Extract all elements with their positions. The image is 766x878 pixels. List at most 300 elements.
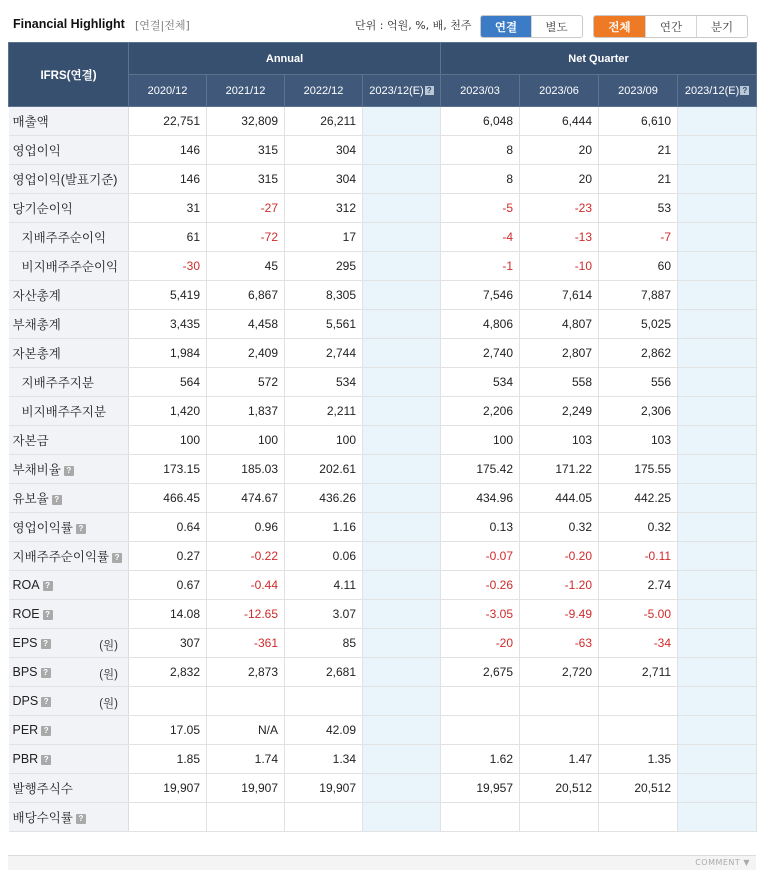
value-cell: 2,675 bbox=[441, 658, 520, 687]
value-cell bbox=[678, 455, 757, 484]
help-icon[interactable]: ? bbox=[41, 755, 51, 765]
row-label-cell bbox=[9, 107, 129, 136]
value-cell: 2,206 bbox=[441, 397, 520, 426]
row-label-cell bbox=[9, 484, 129, 513]
value-cell bbox=[520, 687, 599, 716]
row-label: 지배주주순이익 bbox=[21, 231, 107, 245]
row-label-cell bbox=[9, 223, 129, 252]
value-cell: -63 bbox=[520, 629, 599, 658]
row-label: DPS bbox=[12, 694, 39, 708]
value-cell bbox=[363, 397, 441, 426]
row-label-cell bbox=[9, 455, 129, 484]
table-row bbox=[9, 716, 757, 745]
value-cell: 175.42 bbox=[441, 455, 520, 484]
column-header bbox=[285, 75, 363, 107]
row-label-cell bbox=[9, 252, 129, 281]
help-icon[interactable]: ? bbox=[425, 86, 434, 95]
row-label: 당기순이익 bbox=[12, 202, 73, 216]
annual-group-header: Annual bbox=[129, 43, 441, 75]
value-cell: 202.61 bbox=[285, 455, 363, 484]
value-cell bbox=[363, 716, 441, 745]
table-row bbox=[9, 600, 757, 629]
value-cell: 307 bbox=[129, 629, 207, 658]
row-unit: (원) bbox=[99, 640, 118, 652]
value-cell bbox=[285, 803, 363, 832]
value-cell bbox=[678, 426, 757, 455]
value-cell: 42.09 bbox=[285, 716, 363, 745]
value-cell: -1 bbox=[441, 252, 520, 281]
value-cell: 2,744 bbox=[285, 339, 363, 368]
value-cell bbox=[678, 223, 757, 252]
row-label-cell bbox=[9, 426, 129, 455]
value-cell: -72 bbox=[207, 223, 285, 252]
value-cell bbox=[678, 716, 757, 745]
row-label-cell bbox=[9, 716, 129, 745]
value-cell bbox=[363, 339, 441, 368]
value-cell bbox=[363, 774, 441, 803]
value-cell bbox=[678, 774, 757, 803]
row-label-cell bbox=[9, 629, 129, 658]
value-cell: 466.45 bbox=[129, 484, 207, 513]
value-cell: 2,711 bbox=[599, 658, 678, 687]
column-header-label: 2023/12(E) bbox=[369, 84, 424, 97]
value-cell: 2.74 bbox=[599, 571, 678, 600]
value-cell bbox=[441, 687, 520, 716]
value-cell bbox=[678, 484, 757, 513]
value-cell: 3.07 bbox=[285, 600, 363, 629]
value-cell bbox=[678, 107, 757, 136]
value-cell: 534 bbox=[285, 368, 363, 397]
table-row bbox=[9, 136, 757, 165]
section-title: Financial Highlight bbox=[13, 17, 125, 31]
table-row bbox=[9, 107, 757, 136]
value-cell: 7,614 bbox=[520, 281, 599, 310]
value-cell bbox=[599, 716, 678, 745]
value-cell bbox=[363, 252, 441, 281]
value-cell bbox=[520, 803, 599, 832]
value-cell bbox=[363, 687, 441, 716]
value-cell: 1.85 bbox=[129, 745, 207, 774]
value-cell bbox=[599, 687, 678, 716]
value-cell: 2,873 bbox=[207, 658, 285, 687]
table-row bbox=[9, 629, 757, 658]
value-cell: 7,887 bbox=[599, 281, 678, 310]
row-label: 영업이익 bbox=[12, 144, 61, 158]
column-header-label: 2022/12 bbox=[303, 84, 344, 97]
value-cell bbox=[363, 107, 441, 136]
value-cell: 0.13 bbox=[441, 513, 520, 542]
value-cell: -0.20 bbox=[520, 542, 599, 571]
value-cell: 2,409 bbox=[207, 339, 285, 368]
value-cell: -1.20 bbox=[520, 571, 599, 600]
value-cell: 4,807 bbox=[520, 310, 599, 339]
row-label-cell bbox=[9, 803, 129, 832]
value-cell: 60 bbox=[599, 252, 678, 281]
value-cell: 53 bbox=[599, 194, 678, 223]
value-cell bbox=[678, 542, 757, 571]
table-row bbox=[9, 252, 757, 281]
table-row bbox=[9, 658, 757, 687]
value-cell: 0.06 bbox=[285, 542, 363, 571]
value-cell bbox=[363, 513, 441, 542]
row-label-cell bbox=[9, 774, 129, 803]
consolidated-button[interactable]: 연결 bbox=[481, 16, 531, 37]
value-cell: 103 bbox=[520, 426, 599, 455]
value-cell: 17.05 bbox=[129, 716, 207, 745]
value-cell bbox=[441, 716, 520, 745]
quarter-group-header: Net Quarter bbox=[441, 43, 757, 75]
row-label-cell bbox=[9, 165, 129, 194]
value-cell bbox=[678, 368, 757, 397]
table-row bbox=[9, 484, 757, 513]
value-cell: 20,512 bbox=[599, 774, 678, 803]
row-label-cell bbox=[9, 513, 129, 542]
help-icon[interactable]: ? bbox=[41, 726, 51, 736]
table-row bbox=[9, 426, 757, 455]
header-bar bbox=[0, 0, 766, 40]
quarter-button[interactable]: 분기 bbox=[696, 16, 747, 37]
row-label-cell bbox=[9, 687, 129, 716]
value-cell bbox=[678, 281, 757, 310]
unit-label: 단위 : 억원, %, 배, 천주 bbox=[355, 19, 472, 32]
column-header bbox=[520, 75, 599, 107]
value-cell: 8 bbox=[441, 136, 520, 165]
value-cell: 5,419 bbox=[129, 281, 207, 310]
value-cell: 4,806 bbox=[441, 310, 520, 339]
value-cell: -13 bbox=[520, 223, 599, 252]
column-header bbox=[678, 75, 757, 107]
value-cell: -0.44 bbox=[207, 571, 285, 600]
value-cell: 146 bbox=[129, 165, 207, 194]
value-cell: 4.11 bbox=[285, 571, 363, 600]
row-label: 영업이익(발표기준) bbox=[12, 173, 118, 187]
value-cell: 4,458 bbox=[207, 310, 285, 339]
row-label: PBR bbox=[12, 752, 39, 766]
table-row bbox=[9, 571, 757, 600]
value-cell: 1.47 bbox=[520, 745, 599, 774]
value-cell bbox=[678, 629, 757, 658]
value-cell: 1.74 bbox=[207, 745, 285, 774]
row-label: 비지배주주지분 bbox=[21, 405, 107, 419]
value-cell: 564 bbox=[129, 368, 207, 397]
value-cell: N/A bbox=[207, 716, 285, 745]
row-label: 지배주주지분 bbox=[21, 376, 94, 390]
value-cell: 2,862 bbox=[599, 339, 678, 368]
column-header bbox=[599, 75, 678, 107]
value-cell: 1.34 bbox=[285, 745, 363, 774]
value-cell bbox=[678, 745, 757, 774]
value-cell bbox=[363, 629, 441, 658]
value-cell: -0.26 bbox=[441, 571, 520, 600]
row-label-cell bbox=[9, 571, 129, 600]
row-label: 발행주식수 bbox=[12, 782, 73, 796]
value-cell bbox=[285, 687, 363, 716]
value-cell bbox=[129, 687, 207, 716]
value-cell: 173.15 bbox=[129, 455, 207, 484]
row-label-cell bbox=[9, 194, 129, 223]
value-cell: 434.96 bbox=[441, 484, 520, 513]
table-row bbox=[9, 803, 757, 832]
annual-button[interactable]: 연간 bbox=[645, 16, 696, 37]
value-cell: 8 bbox=[441, 165, 520, 194]
value-cell: 22,751 bbox=[129, 107, 207, 136]
value-cell: 2,832 bbox=[129, 658, 207, 687]
row-label: 자산총계 bbox=[12, 289, 61, 303]
value-cell: -361 bbox=[207, 629, 285, 658]
value-cell: 32,809 bbox=[207, 107, 285, 136]
value-cell: 19,907 bbox=[285, 774, 363, 803]
value-cell: 100 bbox=[285, 426, 363, 455]
value-cell: 5,561 bbox=[285, 310, 363, 339]
value-cell: 312 bbox=[285, 194, 363, 223]
value-cell: 295 bbox=[285, 252, 363, 281]
value-cell: -23 bbox=[520, 194, 599, 223]
value-cell: -5 bbox=[441, 194, 520, 223]
value-cell: 19,957 bbox=[441, 774, 520, 803]
column-header-label: 2023/03 bbox=[460, 84, 500, 97]
value-cell bbox=[363, 658, 441, 687]
table-row bbox=[9, 397, 757, 426]
value-cell bbox=[363, 194, 441, 223]
column-header bbox=[129, 75, 207, 107]
value-cell: 7,546 bbox=[441, 281, 520, 310]
value-cell bbox=[678, 339, 757, 368]
value-cell: 2,681 bbox=[285, 658, 363, 687]
column-header-label: 2021/12 bbox=[225, 84, 266, 97]
value-cell: 1,837 bbox=[207, 397, 285, 426]
row-label: 영업이익률 bbox=[12, 521, 73, 535]
table-row bbox=[9, 368, 757, 397]
value-cell: 0.96 bbox=[207, 513, 285, 542]
value-cell: -0.11 bbox=[599, 542, 678, 571]
help-icon[interactable]: ? bbox=[76, 524, 86, 534]
column-header-label: 2020/12 bbox=[147, 84, 188, 97]
value-cell: 19,907 bbox=[207, 774, 285, 803]
corner-header: IFRS(연결) bbox=[9, 43, 129, 107]
value-cell: 146 bbox=[129, 136, 207, 165]
value-cell bbox=[678, 397, 757, 426]
row-label-cell bbox=[9, 281, 129, 310]
value-cell: -0.22 bbox=[207, 542, 285, 571]
value-cell: -4 bbox=[441, 223, 520, 252]
value-cell bbox=[678, 194, 757, 223]
row-label-cell bbox=[9, 368, 129, 397]
help-icon[interactable]: ? bbox=[43, 610, 53, 620]
value-cell: 45 bbox=[207, 252, 285, 281]
value-cell: 0.32 bbox=[520, 513, 599, 542]
value-cell: 572 bbox=[207, 368, 285, 397]
value-cell: 85 bbox=[285, 629, 363, 658]
consolidation-toggle bbox=[480, 15, 583, 38]
value-cell: 185.03 bbox=[207, 455, 285, 484]
value-cell: 474.67 bbox=[207, 484, 285, 513]
value-cell: 444.05 bbox=[520, 484, 599, 513]
value-cell: 6,867 bbox=[207, 281, 285, 310]
row-label: 매출액 bbox=[12, 115, 49, 129]
value-cell: 6,048 bbox=[441, 107, 520, 136]
value-cell bbox=[678, 658, 757, 687]
table-row bbox=[9, 223, 757, 252]
value-cell: 2,720 bbox=[520, 658, 599, 687]
row-label: 지배주주순이익률 bbox=[12, 550, 110, 564]
value-cell: 100 bbox=[129, 426, 207, 455]
value-cell: -12.65 bbox=[207, 600, 285, 629]
value-cell: 1.62 bbox=[441, 745, 520, 774]
all-period-button[interactable]: 전체 bbox=[594, 16, 645, 37]
value-cell: 0.64 bbox=[129, 513, 207, 542]
value-cell: 2,740 bbox=[441, 339, 520, 368]
value-cell bbox=[363, 484, 441, 513]
column-header bbox=[207, 75, 285, 107]
value-cell: 1.35 bbox=[599, 745, 678, 774]
value-cell bbox=[520, 716, 599, 745]
value-cell bbox=[363, 571, 441, 600]
value-cell bbox=[678, 571, 757, 600]
value-cell: 19,907 bbox=[129, 774, 207, 803]
column-header-label: 2023/09 bbox=[618, 84, 658, 97]
value-cell: 304 bbox=[285, 165, 363, 194]
row-unit: (원) bbox=[99, 669, 118, 681]
section-subtitle: [연결|전체] bbox=[135, 19, 190, 32]
value-cell: 442.25 bbox=[599, 484, 678, 513]
value-cell: 21 bbox=[599, 165, 678, 194]
value-cell: 0.32 bbox=[599, 513, 678, 542]
row-label: ROA bbox=[12, 578, 40, 592]
value-cell: 20,512 bbox=[520, 774, 599, 803]
value-cell bbox=[363, 281, 441, 310]
value-cell: 534 bbox=[441, 368, 520, 397]
row-label-cell bbox=[9, 745, 129, 774]
value-cell: 436.26 bbox=[285, 484, 363, 513]
value-cell bbox=[207, 687, 285, 716]
value-cell: 5,025 bbox=[599, 310, 678, 339]
row-label: 배당수익률 bbox=[12, 811, 73, 825]
value-cell: 14.08 bbox=[129, 600, 207, 629]
table-row bbox=[9, 339, 757, 368]
value-cell: 1,420 bbox=[129, 397, 207, 426]
row-label-cell bbox=[9, 658, 129, 687]
value-cell bbox=[678, 513, 757, 542]
value-cell bbox=[678, 803, 757, 832]
help-icon[interactable]: ? bbox=[43, 581, 53, 591]
row-label: 비지배주주순이익 bbox=[21, 260, 119, 274]
value-cell: -7 bbox=[599, 223, 678, 252]
row-label-cell bbox=[9, 136, 129, 165]
value-cell: 1,984 bbox=[129, 339, 207, 368]
row-label: ROE bbox=[12, 607, 40, 621]
value-cell: 2,249 bbox=[520, 397, 599, 426]
table-row bbox=[9, 774, 757, 803]
row-label: 유보율 bbox=[12, 492, 49, 506]
value-cell bbox=[363, 455, 441, 484]
value-cell bbox=[207, 803, 285, 832]
column-header bbox=[363, 75, 441, 107]
value-cell: 175.55 bbox=[599, 455, 678, 484]
period-toggle bbox=[593, 15, 748, 38]
separate-button[interactable]: 별도 bbox=[531, 16, 581, 37]
value-cell: 2,306 bbox=[599, 397, 678, 426]
help-icon[interactable]: ? bbox=[64, 466, 74, 476]
value-cell bbox=[678, 252, 757, 281]
value-cell: 8,305 bbox=[285, 281, 363, 310]
value-cell bbox=[599, 803, 678, 832]
value-cell: -9.49 bbox=[520, 600, 599, 629]
value-cell bbox=[678, 310, 757, 339]
value-cell: 558 bbox=[520, 368, 599, 397]
value-cell: 31 bbox=[129, 194, 207, 223]
table-row bbox=[9, 687, 757, 716]
value-cell: 20 bbox=[520, 136, 599, 165]
value-cell: 100 bbox=[207, 426, 285, 455]
table-row bbox=[9, 165, 757, 194]
value-cell: 17 bbox=[285, 223, 363, 252]
table-row bbox=[9, 455, 757, 484]
help-icon[interactable]: ? bbox=[41, 639, 51, 649]
value-cell bbox=[678, 687, 757, 716]
column-header-label: 2023/12(E) bbox=[684, 84, 740, 97]
value-cell: -3.05 bbox=[441, 600, 520, 629]
table-row bbox=[9, 194, 757, 223]
value-cell bbox=[363, 165, 441, 194]
value-cell: 171.22 bbox=[520, 455, 599, 484]
value-cell bbox=[363, 426, 441, 455]
value-cell bbox=[363, 745, 441, 774]
value-cell bbox=[363, 136, 441, 165]
column-header-label: 2023/06 bbox=[539, 84, 579, 97]
value-cell: -0.07 bbox=[441, 542, 520, 571]
value-cell: 0.27 bbox=[129, 542, 207, 571]
comment-toggle[interactable]: COMMENT ▼ bbox=[695, 858, 750, 867]
value-cell: 0.67 bbox=[129, 571, 207, 600]
help-icon[interactable]: ? bbox=[112, 553, 122, 563]
help-icon[interactable]: ? bbox=[52, 495, 62, 505]
value-cell bbox=[363, 368, 441, 397]
help-icon[interactable]: ? bbox=[740, 86, 749, 95]
row-label-cell bbox=[9, 310, 129, 339]
value-cell: 2,211 bbox=[285, 397, 363, 426]
value-cell: 26,211 bbox=[285, 107, 363, 136]
value-cell: -5.00 bbox=[599, 600, 678, 629]
value-cell: 20 bbox=[520, 165, 599, 194]
value-cell: 103 bbox=[599, 426, 678, 455]
help-icon[interactable]: ? bbox=[76, 814, 86, 824]
value-cell bbox=[678, 136, 757, 165]
column-header bbox=[441, 75, 520, 107]
value-cell bbox=[678, 165, 757, 194]
row-label: EPS bbox=[12, 636, 38, 650]
row-label-cell bbox=[9, 600, 129, 629]
row-unit: (원) bbox=[99, 698, 118, 710]
value-cell: 6,444 bbox=[520, 107, 599, 136]
value-cell bbox=[363, 803, 441, 832]
table-row bbox=[9, 513, 757, 542]
value-cell: 3,435 bbox=[129, 310, 207, 339]
value-cell: -34 bbox=[599, 629, 678, 658]
value-cell bbox=[678, 600, 757, 629]
row-label: PER bbox=[12, 723, 39, 737]
value-cell bbox=[363, 542, 441, 571]
comment-bar bbox=[8, 855, 756, 870]
table-row bbox=[9, 281, 757, 310]
help-icon[interactable]: ? bbox=[41, 697, 51, 707]
value-cell bbox=[363, 600, 441, 629]
row-label: BPS bbox=[12, 665, 38, 679]
value-cell: 61 bbox=[129, 223, 207, 252]
value-cell: 100 bbox=[441, 426, 520, 455]
value-cell: 6,610 bbox=[599, 107, 678, 136]
help-icon[interactable]: ? bbox=[41, 668, 51, 678]
value-cell: 315 bbox=[207, 165, 285, 194]
